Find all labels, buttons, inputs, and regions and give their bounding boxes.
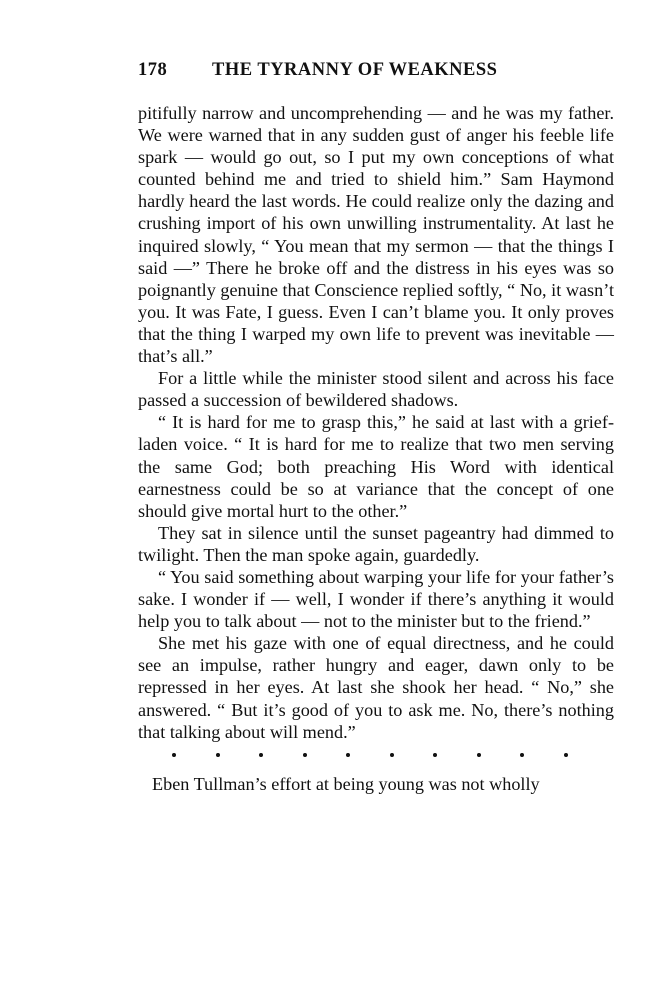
dot xyxy=(303,753,307,757)
body-text xyxy=(138,102,614,795)
paragraph: “ It is hard for me to grasp this,” he said at last with a grief-laden voice. “ It is hard for me to realize that two men serving the same God; both preaching His Word with identical earnestness could be so at variance that the concept of one should give mortal hurt to the other.” xyxy=(138,412,614,521)
running-title: THE TYRANNY OF WEAKNESS xyxy=(212,60,498,80)
next-section-first-line: Eben Tullman’s effort at being young was not wholly xyxy=(152,773,540,794)
dot xyxy=(259,753,263,757)
paragraph: For a little while the minister stood silent and across his face passed a succession of bewildered shadows. xyxy=(138,368,614,411)
dot xyxy=(216,753,220,757)
dot xyxy=(390,753,394,757)
dot xyxy=(520,753,524,757)
dot xyxy=(564,753,568,757)
paragraph: They sat in silence until the sunset pageantry had dimmed to twilight. Then the man spoke again, guardedly. xyxy=(138,522,614,565)
page-header xyxy=(138,60,614,90)
paragraph: “ You said something about warping your life for your father’s sake. I wonder if — well, I wonder if there’s anything it would help you to talk about — not to the minister but to the friend.” xyxy=(138,566,614,632)
paragraph: She met his gaze with one of equal directness, and he could see an impulse, rather hungry and eager, dawn only to be repressed in her eyes. At last she shook her head. “ No,” she answered. “ But it’s good of you to ask me. No, there’s nothing that talking about will mend.” xyxy=(138,633,614,742)
dot xyxy=(346,753,350,757)
section-break-dots xyxy=(138,745,614,765)
dot xyxy=(477,753,481,757)
dot xyxy=(433,753,437,757)
page-number: 178 xyxy=(138,60,168,80)
paragraph: pitifully narrow and uncomprehending — and he was my father. We were warned that in any sudden gust of anger his feeble life spark — would go out, so I put my own conceptions of what counted behind me and tried to shield him.” Sam Haymond hardly heard the last words. He could realize only the dazing and crushing import of his own unwilling instrumentality. At last he inquired slowly, “ You mean that my sermon — that the things I said —” There he broke off and the distress in his eyes was so poignantly genuine that Conscience replied softly, “ No, it wasn’t you. It was Fate, I guess. Even I can’t blame you. It only proves that the thing I warped my own life to prevent was inevitable — that’s all.” xyxy=(138,103,614,367)
dot xyxy=(172,753,176,757)
